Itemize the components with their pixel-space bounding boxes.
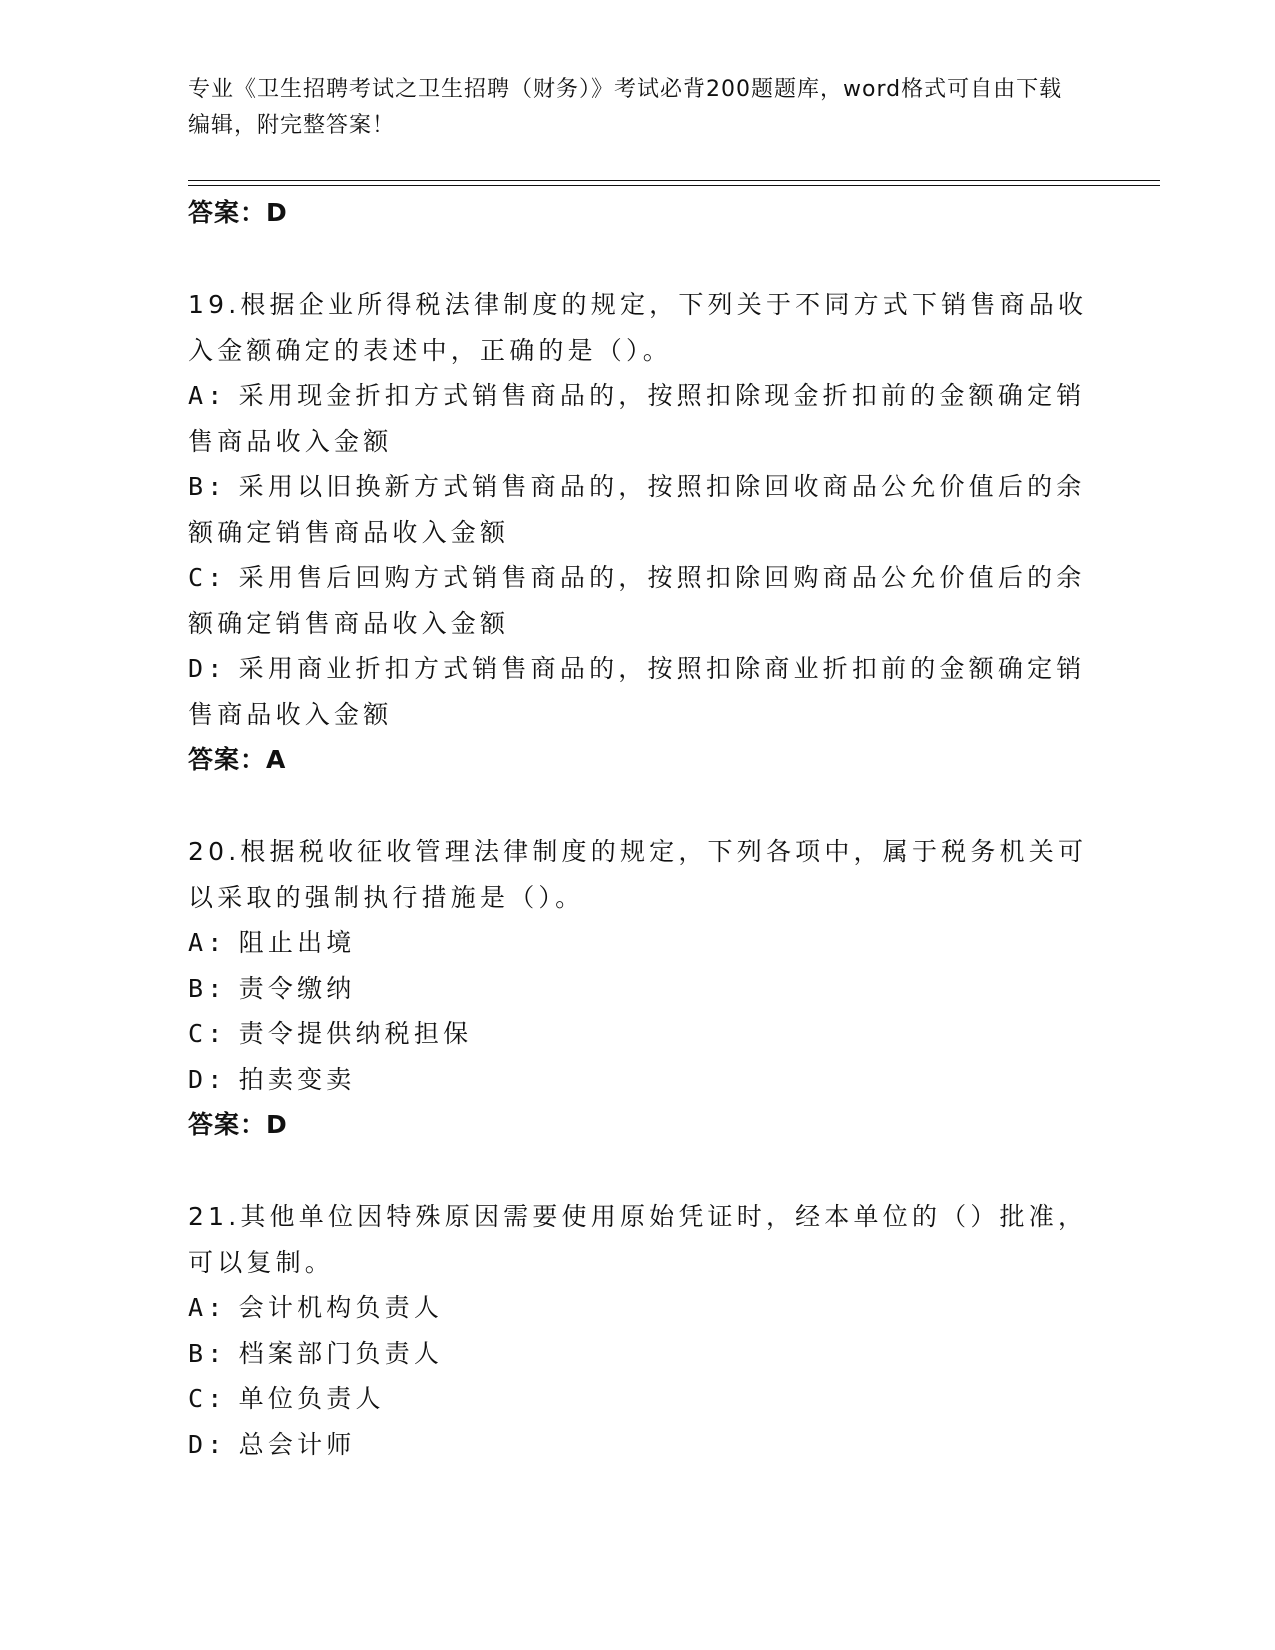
option-a — [188, 373, 1088, 464]
option-text: 单位负责人 — [238, 1384, 385, 1413]
option-text: 阻止出境 — [238, 928, 356, 957]
question-20 — [188, 829, 1088, 1148]
option-text: 采用商业折扣方式销售商品的，按照扣除商业折扣前的金额确定销售商品收入金额 — [188, 654, 1086, 729]
option-text: 责令缴纳 — [238, 973, 356, 1003]
option-b — [188, 966, 1088, 1012]
header-divider — [188, 180, 1160, 186]
option-d — [188, 646, 1088, 737]
option-key: A: — [188, 381, 227, 410]
question-text: 20.根据税收征收管理法律制度的规定，下列各项中，属于税务机关可以采取的强制执行措施是（）。 — [188, 837, 1088, 912]
option-c — [188, 555, 1088, 646]
option-text: 采用现金折扣方式销售商品的，按照扣除现金折扣前的金额确定销售商品收入金额 — [188, 381, 1086, 456]
question-19 — [188, 282, 1088, 783]
option-key: B: — [188, 472, 227, 501]
option-key: C: — [188, 1384, 227, 1413]
option-text: 责令提供纳税担保 — [238, 1019, 473, 1048]
option-key: B: — [188, 973, 227, 1003]
option-key: C: — [188, 1019, 227, 1048]
answer-line: 答案：D — [188, 1110, 288, 1139]
option-text: 采用售后回购方式销售商品的，按照扣除回购商品公允价值后的余额确定销售商品收入金额 — [188, 563, 1086, 638]
option-a — [188, 1285, 1088, 1331]
document-body — [188, 190, 1088, 1467]
option-text: 总会计师 — [238, 1429, 356, 1459]
option-b — [188, 464, 1088, 555]
answer-line: 答案：D — [188, 198, 288, 227]
option-d — [188, 1057, 1088, 1103]
option-text: 会计机构负责人 — [238, 1293, 444, 1322]
option-text: 档案部门负责人 — [238, 1338, 444, 1368]
option-key: A: — [188, 928, 227, 957]
option-text: 拍卖变卖 — [238, 1064, 356, 1094]
option-d — [188, 1422, 1088, 1468]
option-c — [188, 1376, 1088, 1422]
option-text: 采用以旧换新方式销售商品的，按照扣除回收商品公允价值后的余额确定销售商品收入金额 — [188, 472, 1086, 547]
option-key: B: — [188, 1338, 227, 1368]
answer-line: 答案：A — [188, 745, 287, 774]
question-21 — [188, 1194, 1088, 1467]
option-key: C: — [188, 563, 227, 592]
option-key: D: — [188, 1064, 227, 1094]
option-b — [188, 1331, 1088, 1377]
question-text: 19.根据企业所得税法律制度的规定，下列关于不同方式下销售商品收入金额确定的表述中，正确的是（）。 — [188, 290, 1088, 365]
option-a — [188, 920, 1088, 966]
option-key: D: — [188, 1429, 227, 1459]
option-key: A: — [188, 1293, 227, 1322]
page-header: 专业《卫生招聘考试之卫生招聘（财务）》考试必背200题题库，word格式可自由下载编辑，附完整答案！ — [188, 77, 1063, 138]
option-c — [188, 1011, 1088, 1057]
question-text: 21.其他单位因特殊原因需要使用原始凭证时，经本单位的（）批准，可以复制。 — [188, 1202, 1088, 1277]
option-key: D: — [188, 654, 227, 683]
